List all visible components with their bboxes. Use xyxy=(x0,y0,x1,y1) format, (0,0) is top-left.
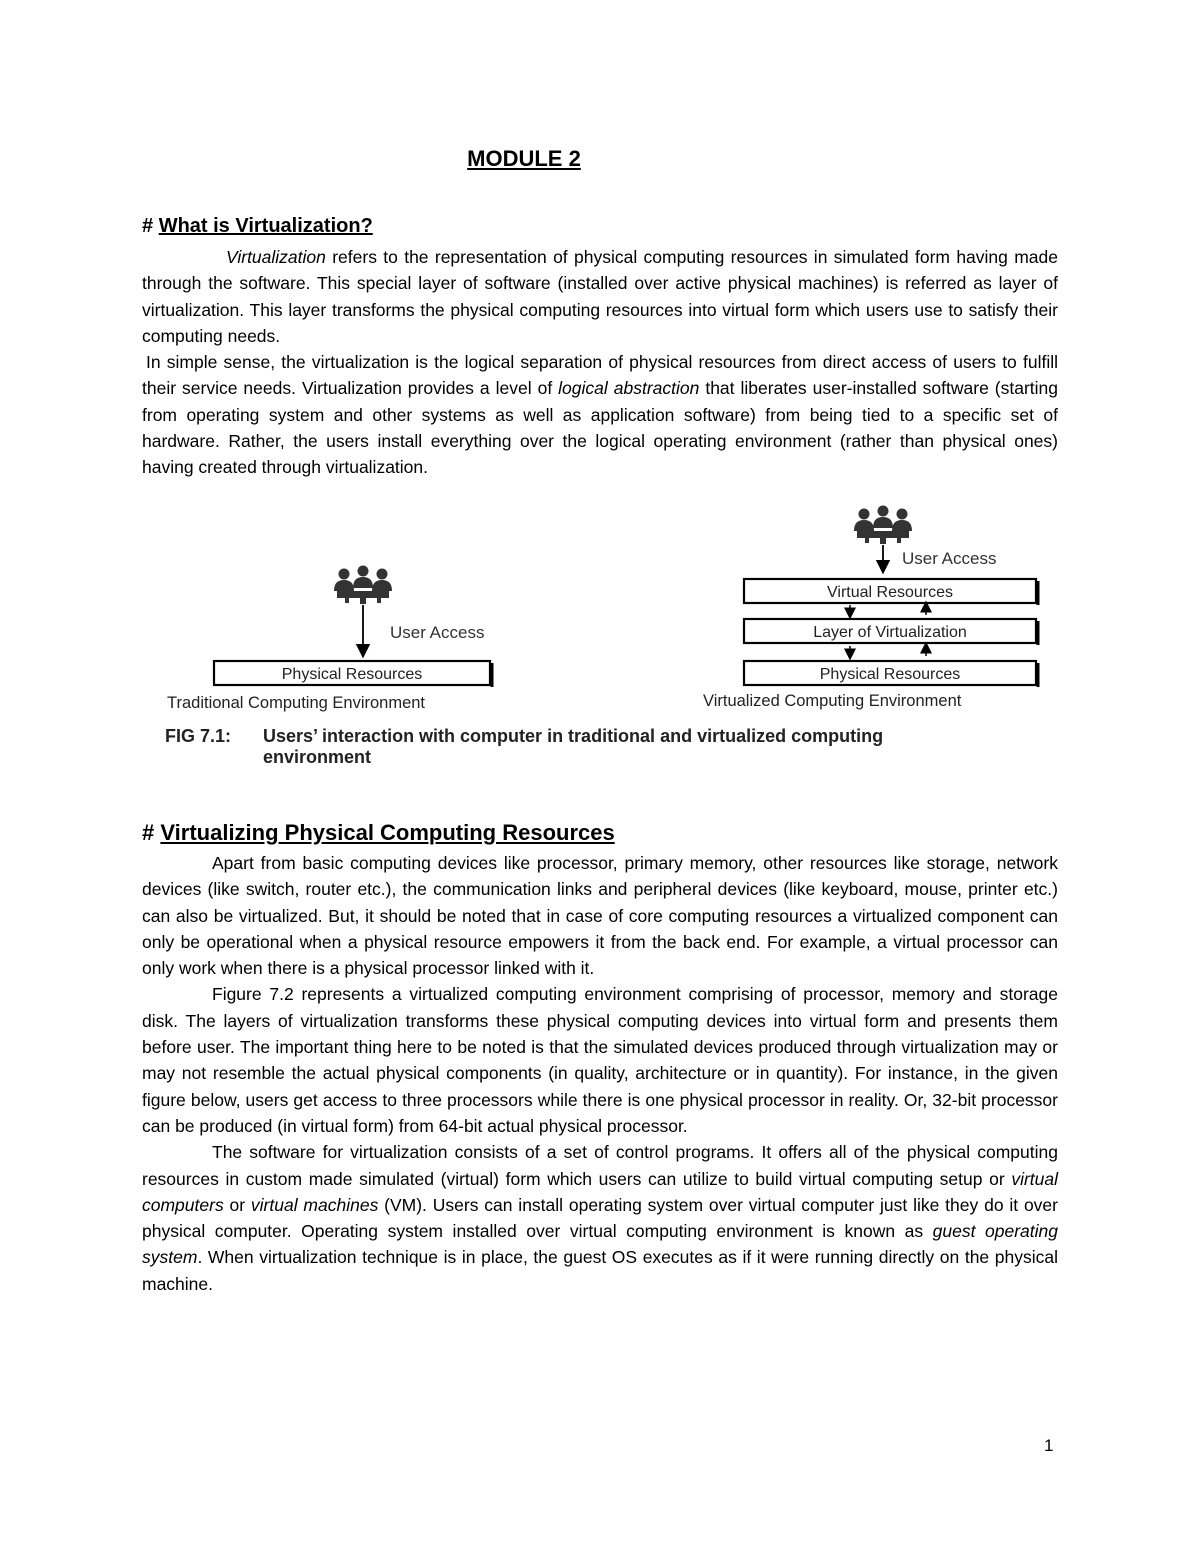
heading-text: What is Virtualization? xyxy=(158,215,373,237)
paragraph xyxy=(142,244,1058,349)
paragraph-text: (VM). Users can install operating system over virtual computer just like they do it over physical computer. Operating system installed over virtual computing environment is known as xyxy=(142,1194,1058,1242)
virtualized-caption: Virtualized Computing Environment xyxy=(703,692,962,710)
virtualization-layer-label: Layer of Virtualization xyxy=(813,624,967,641)
heading-hash: # xyxy=(142,820,155,845)
section-virtualization-body xyxy=(142,244,1058,481)
paragraph-text: . When virtualization technique is in place, the guest OS executes as if it were running directly on the physical machine. xyxy=(142,1247,1058,1294)
page-title: MODULE 2 xyxy=(467,146,581,171)
section-heading-virtualizing-resources xyxy=(142,820,615,846)
user-access-label: User Access xyxy=(902,549,997,568)
paragraph-text: or xyxy=(223,1194,251,1215)
term-guest-os: guest operating system xyxy=(142,1221,1058,1268)
figure-label: FIG 7.1: xyxy=(165,726,232,746)
paragraph-text: refers to the representation of physical computing resources in simulated form having made through the software. This special layer of software (installed over active physical machines) is referred as layer of virtualization. This layer transforms the physical computing resources into virtual form which users use to satisfy their computing needs. xyxy=(142,247,1058,346)
paragraph xyxy=(142,1139,1058,1297)
users-icon xyxy=(854,506,912,545)
users-icon xyxy=(334,566,392,605)
figure-7-1 xyxy=(150,505,1090,775)
heading-hash: # xyxy=(142,215,154,237)
paragraph: Apart from basic computing devices like processor, primary memory, other resources like storage, network devices (like switch, router etc.), the communication links and peripheral devices (like keyboard, mouse, printer etc.) can also be virtualized. But, it should be noted that in case of core computing resources a virtualized component can only be operational when a physical resource empowers it from the back end. For example, a virtual processor can only work when there is a physical processor linked with it. xyxy=(142,853,1058,979)
paragraph-text: In simple sense, the virtualization is the logical separation of physical resources from direct access of users to fulfill their service needs. Virtualization provides a level of xyxy=(142,352,1058,399)
traditional-environment xyxy=(167,566,492,713)
traditional-caption: Traditional Computing Environment xyxy=(167,694,426,712)
figure-diagram xyxy=(150,505,1090,775)
term-virtual-computers: virtual computers xyxy=(142,1168,1058,1215)
page-number: 1 xyxy=(1044,1436,1054,1455)
paragraph xyxy=(142,349,1058,480)
term-logical-abstraction: logical abstraction xyxy=(558,378,700,399)
paragraph-text: The software for virtualization consists of a set of control programs. It offers all of the physical computing resources in custom made simulated (virtual) form which users can utilize to build virtual computing setup or xyxy=(142,1142,1058,1189)
paragraph-text: that liberates user-installed software (starting from operating system and other systems as well as application software) from being tied to a specific set of hardware. Rather, the users install everything over the logical operating environment (rather than physical ones) having created through virtualization. xyxy=(142,378,1058,478)
term-virtualization: Virtualization xyxy=(226,247,326,267)
section-virtualizing-body xyxy=(142,850,1058,1297)
physical-resources-label: Physical Resources xyxy=(819,666,961,683)
paragraph: Figure 7.2 represents a virtualized computing environment comprising of processor, memory and storage disk. The layers of virtualization transforms these physical computing devices into virtual form and presents them before user. The important thing here to be noted is that the simulated devices produced through virtualization may or may not resemble the actual physical components (in quality, architecture or in quantity). For instance, in the given figure below, users get access to three processors while there is one physical processor in reality. Or, 32-bit processor can be produced (in virtual form) from 64-bit actual physical processor. xyxy=(142,984,1058,1136)
figure-caption-line2: environment xyxy=(263,747,372,767)
heading-text: Virtualizing Physical Computing Resources xyxy=(160,820,615,845)
virtualized-environment xyxy=(703,506,1038,711)
virtual-resources-label: Virtual Resources xyxy=(827,584,953,601)
term-virtual-machines: virtual machines xyxy=(250,1194,379,1215)
section-heading-virtualization xyxy=(142,215,373,238)
user-access-label: User Access xyxy=(390,623,485,642)
figure-caption-line1: Users’ interaction with computer in traditional and virtualized computing xyxy=(263,726,884,746)
physical-resources-label: Physical Resources xyxy=(281,666,423,683)
